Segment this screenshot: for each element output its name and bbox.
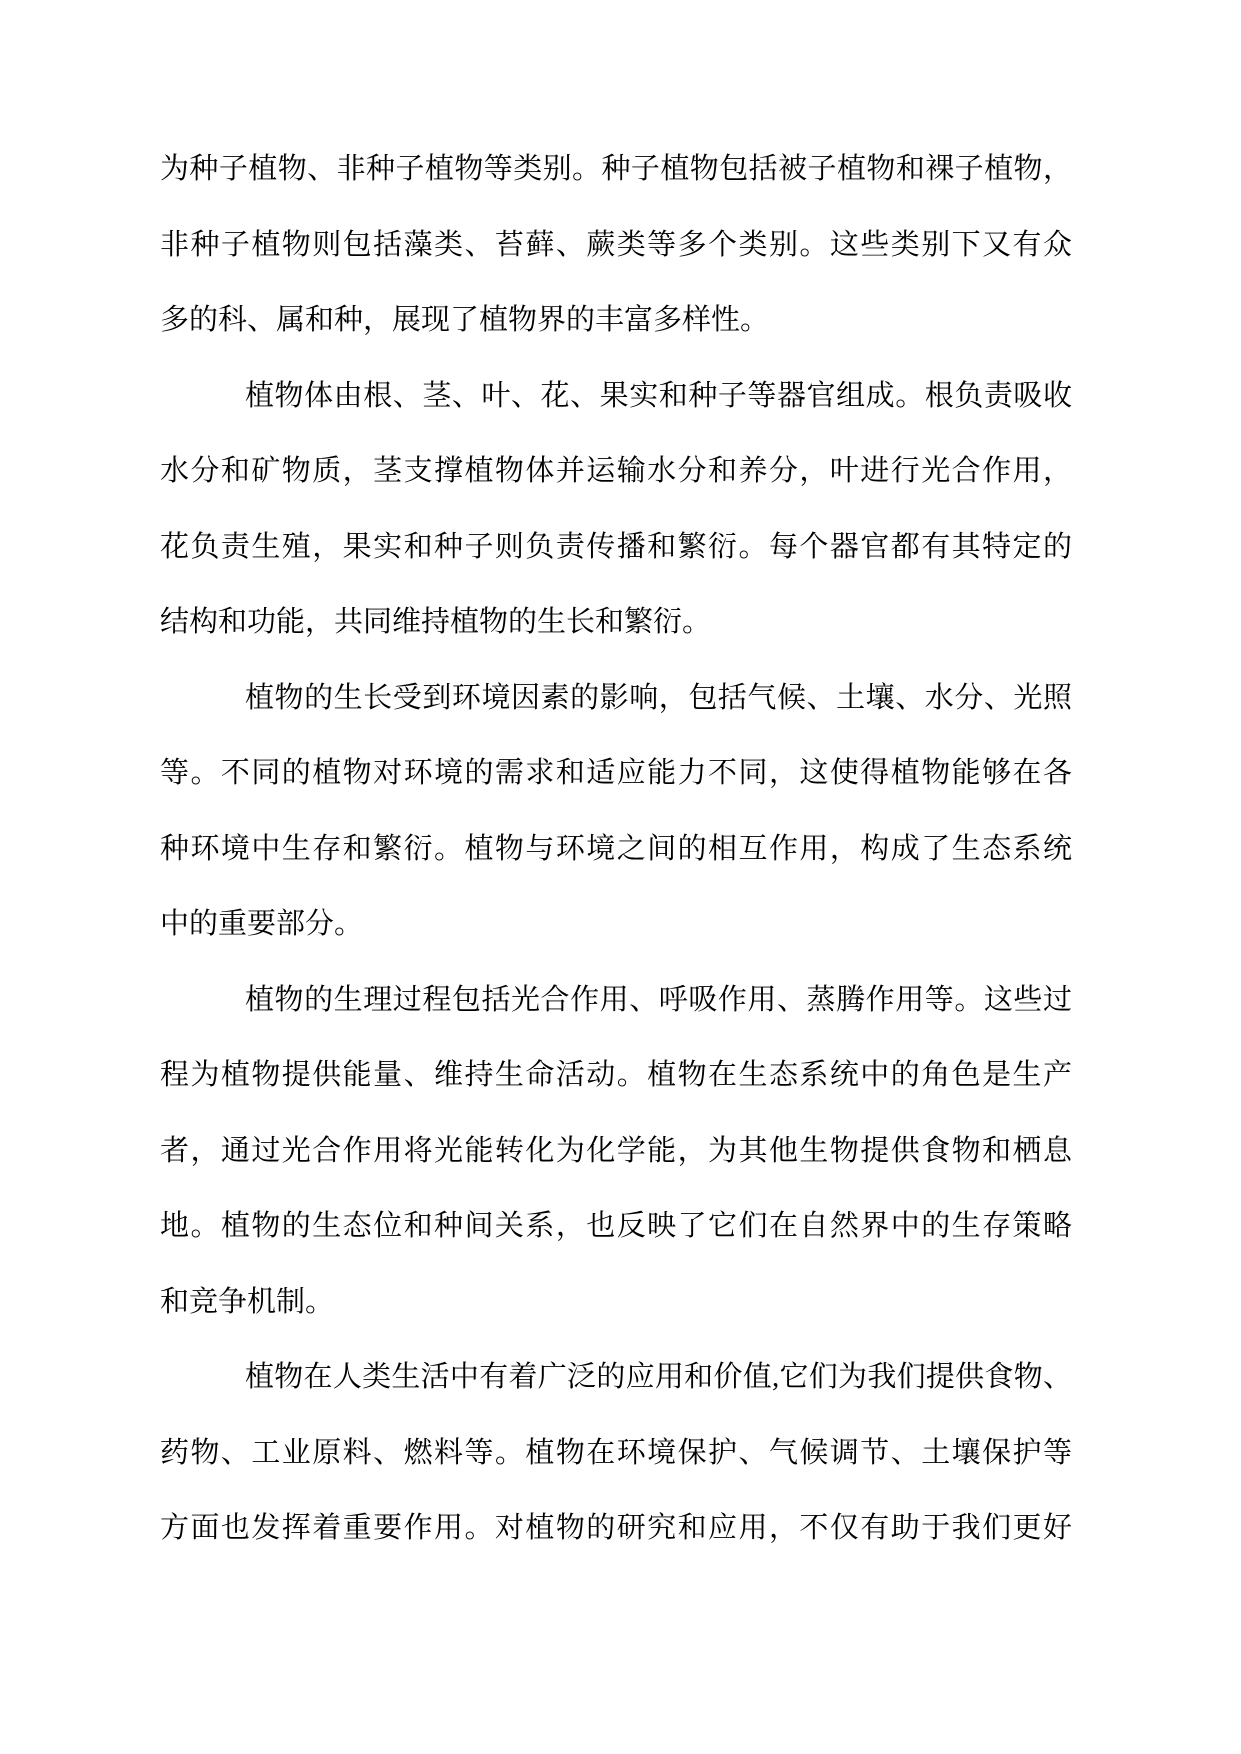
text-line: 植物的生理过程包括光合作用、呼吸作用、蒸腾作用等。这些过 xyxy=(245,983,1072,1016)
text-line: 方面也发挥着重要作用。对植物的研究和应用，不仅有助于我们更好 xyxy=(160,1512,1072,1544)
text-line: 植物在人类生活中有着广泛的应用和价值,它们为我们提供食物、 xyxy=(245,1361,1072,1393)
text-line: 非种子植物则包括藻类、苔藓、蕨类等多个类别。这些类别下又有众 xyxy=(160,228,1072,261)
text-line: 和竞争机制。 xyxy=(160,1285,335,1318)
text-line: 种环境中生存和繁衍。植物与环境之间的相互作用，构成了生态系统 xyxy=(160,832,1072,865)
text-line: 多的科、属和种，展现了植物界的丰富多样性。 xyxy=(160,304,770,336)
text-line: 药物、工业原料、燃料等。植物在环境保护、气候调节、土壤保护等 xyxy=(160,1436,1072,1469)
text-line: 植物体由根、茎、叶、花、果实和种子等器官组成。根负责吸收 xyxy=(245,379,1072,412)
text-line: 花负责生殖，果实和种子则负责传播和繁衍。每个器官都有其特定的 xyxy=(160,530,1072,563)
text-line: 为种子植物、非种子植物等类别。种子植物包括被子植物和裸子植物， xyxy=(160,153,1072,185)
text-line: 植物的生长受到环境因素的影响，包括气候、土壤、水分、光照 xyxy=(245,681,1072,714)
text-line: 水分和矿物质，茎支撑植物体并运输水分和养分，叶进行光合作用， xyxy=(160,455,1072,487)
document-text xyxy=(160,132,1072,1567)
text-line: 中的重要部分。 xyxy=(160,908,364,940)
text-line: 程为植物提供能量、维持生命活动。植物在生态系统中的角色是生产 xyxy=(160,1059,1072,1091)
text-line: 者，通过光合作用将光能转化为化学能，为其他生物提供食物和栖息 xyxy=(160,1134,1072,1167)
text-line: 等。不同的植物对环境的需求和适应能力不同，这使得植物能够在各 xyxy=(160,757,1072,789)
text-line: 结构和功能，共同维持植物的生长和繁衍。 xyxy=(160,606,712,638)
text-line: 地。植物的生态位和种间关系，也反映了它们在自然界中的生存策略 xyxy=(160,1210,1072,1242)
